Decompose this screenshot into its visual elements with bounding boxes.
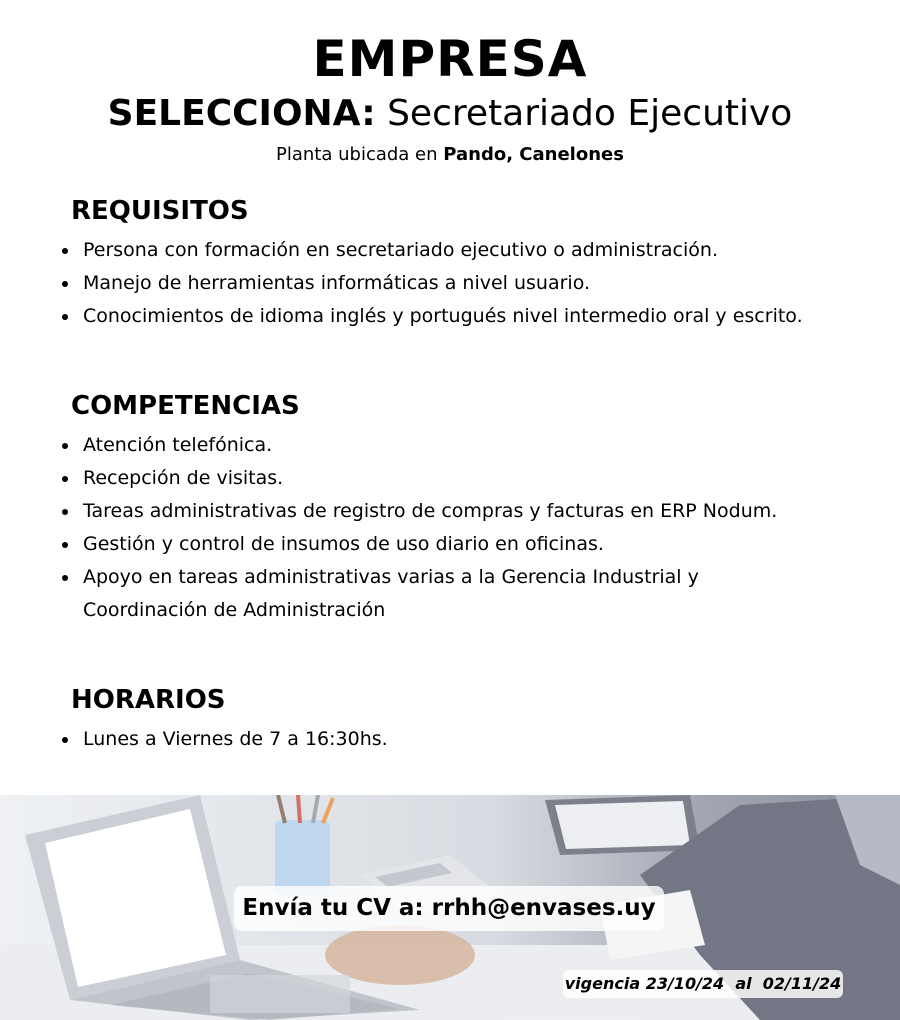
- list-item: Recepción de visitas.: [58, 462, 848, 495]
- validity-badge: vigencia 23/10/24 al 02/11/24: [563, 970, 843, 998]
- location-place: Pando, Canelones: [443, 144, 624, 165]
- location-prefix: Planta ubicada en: [276, 144, 438, 165]
- list-item: Gestión y control de insumos de uso diario en oficinas.: [58, 528, 848, 561]
- list-item: Tareas administrativas de registro de compras y facturas en ERP Nodum.: [58, 495, 848, 528]
- selects-label: SELECCIONA:: [107, 93, 376, 134]
- list-item: Persona con formación en secretariado ejecutivo o administración.: [58, 234, 848, 267]
- location-line: [0, 144, 900, 165]
- list-item: Lunes a Viernes de 7 a 16:30hs.: [58, 723, 848, 756]
- list-item: Atención telefónica.: [58, 429, 848, 462]
- position-title: Secretariado Ejecutivo: [387, 93, 793, 134]
- list-item: Conocimientos de idioma inglés y portugués nivel intermedio oral y escrito.: [58, 300, 848, 333]
- horarios-title: HORARIOS: [71, 685, 226, 715]
- requisitos-list: [58, 234, 848, 333]
- horarios-list: [58, 723, 848, 756]
- competencias-list: [58, 429, 848, 627]
- competencias-title: COMPETENCIAS: [71, 391, 300, 421]
- requisitos-title: REQUISITOS: [71, 196, 249, 226]
- position-headline: [0, 93, 900, 134]
- list-item: Manejo de herramientas informáticas a nivel usuario.: [58, 267, 848, 300]
- list-item: Apoyo en tareas administrativas varias a la Gerencia Industrial y Coordinación de Administración: [58, 561, 848, 627]
- company-title: EMPRESA: [312, 30, 588, 88]
- cta-email-box: Envía tu CV a: rrhh@envases.uy: [234, 886, 664, 931]
